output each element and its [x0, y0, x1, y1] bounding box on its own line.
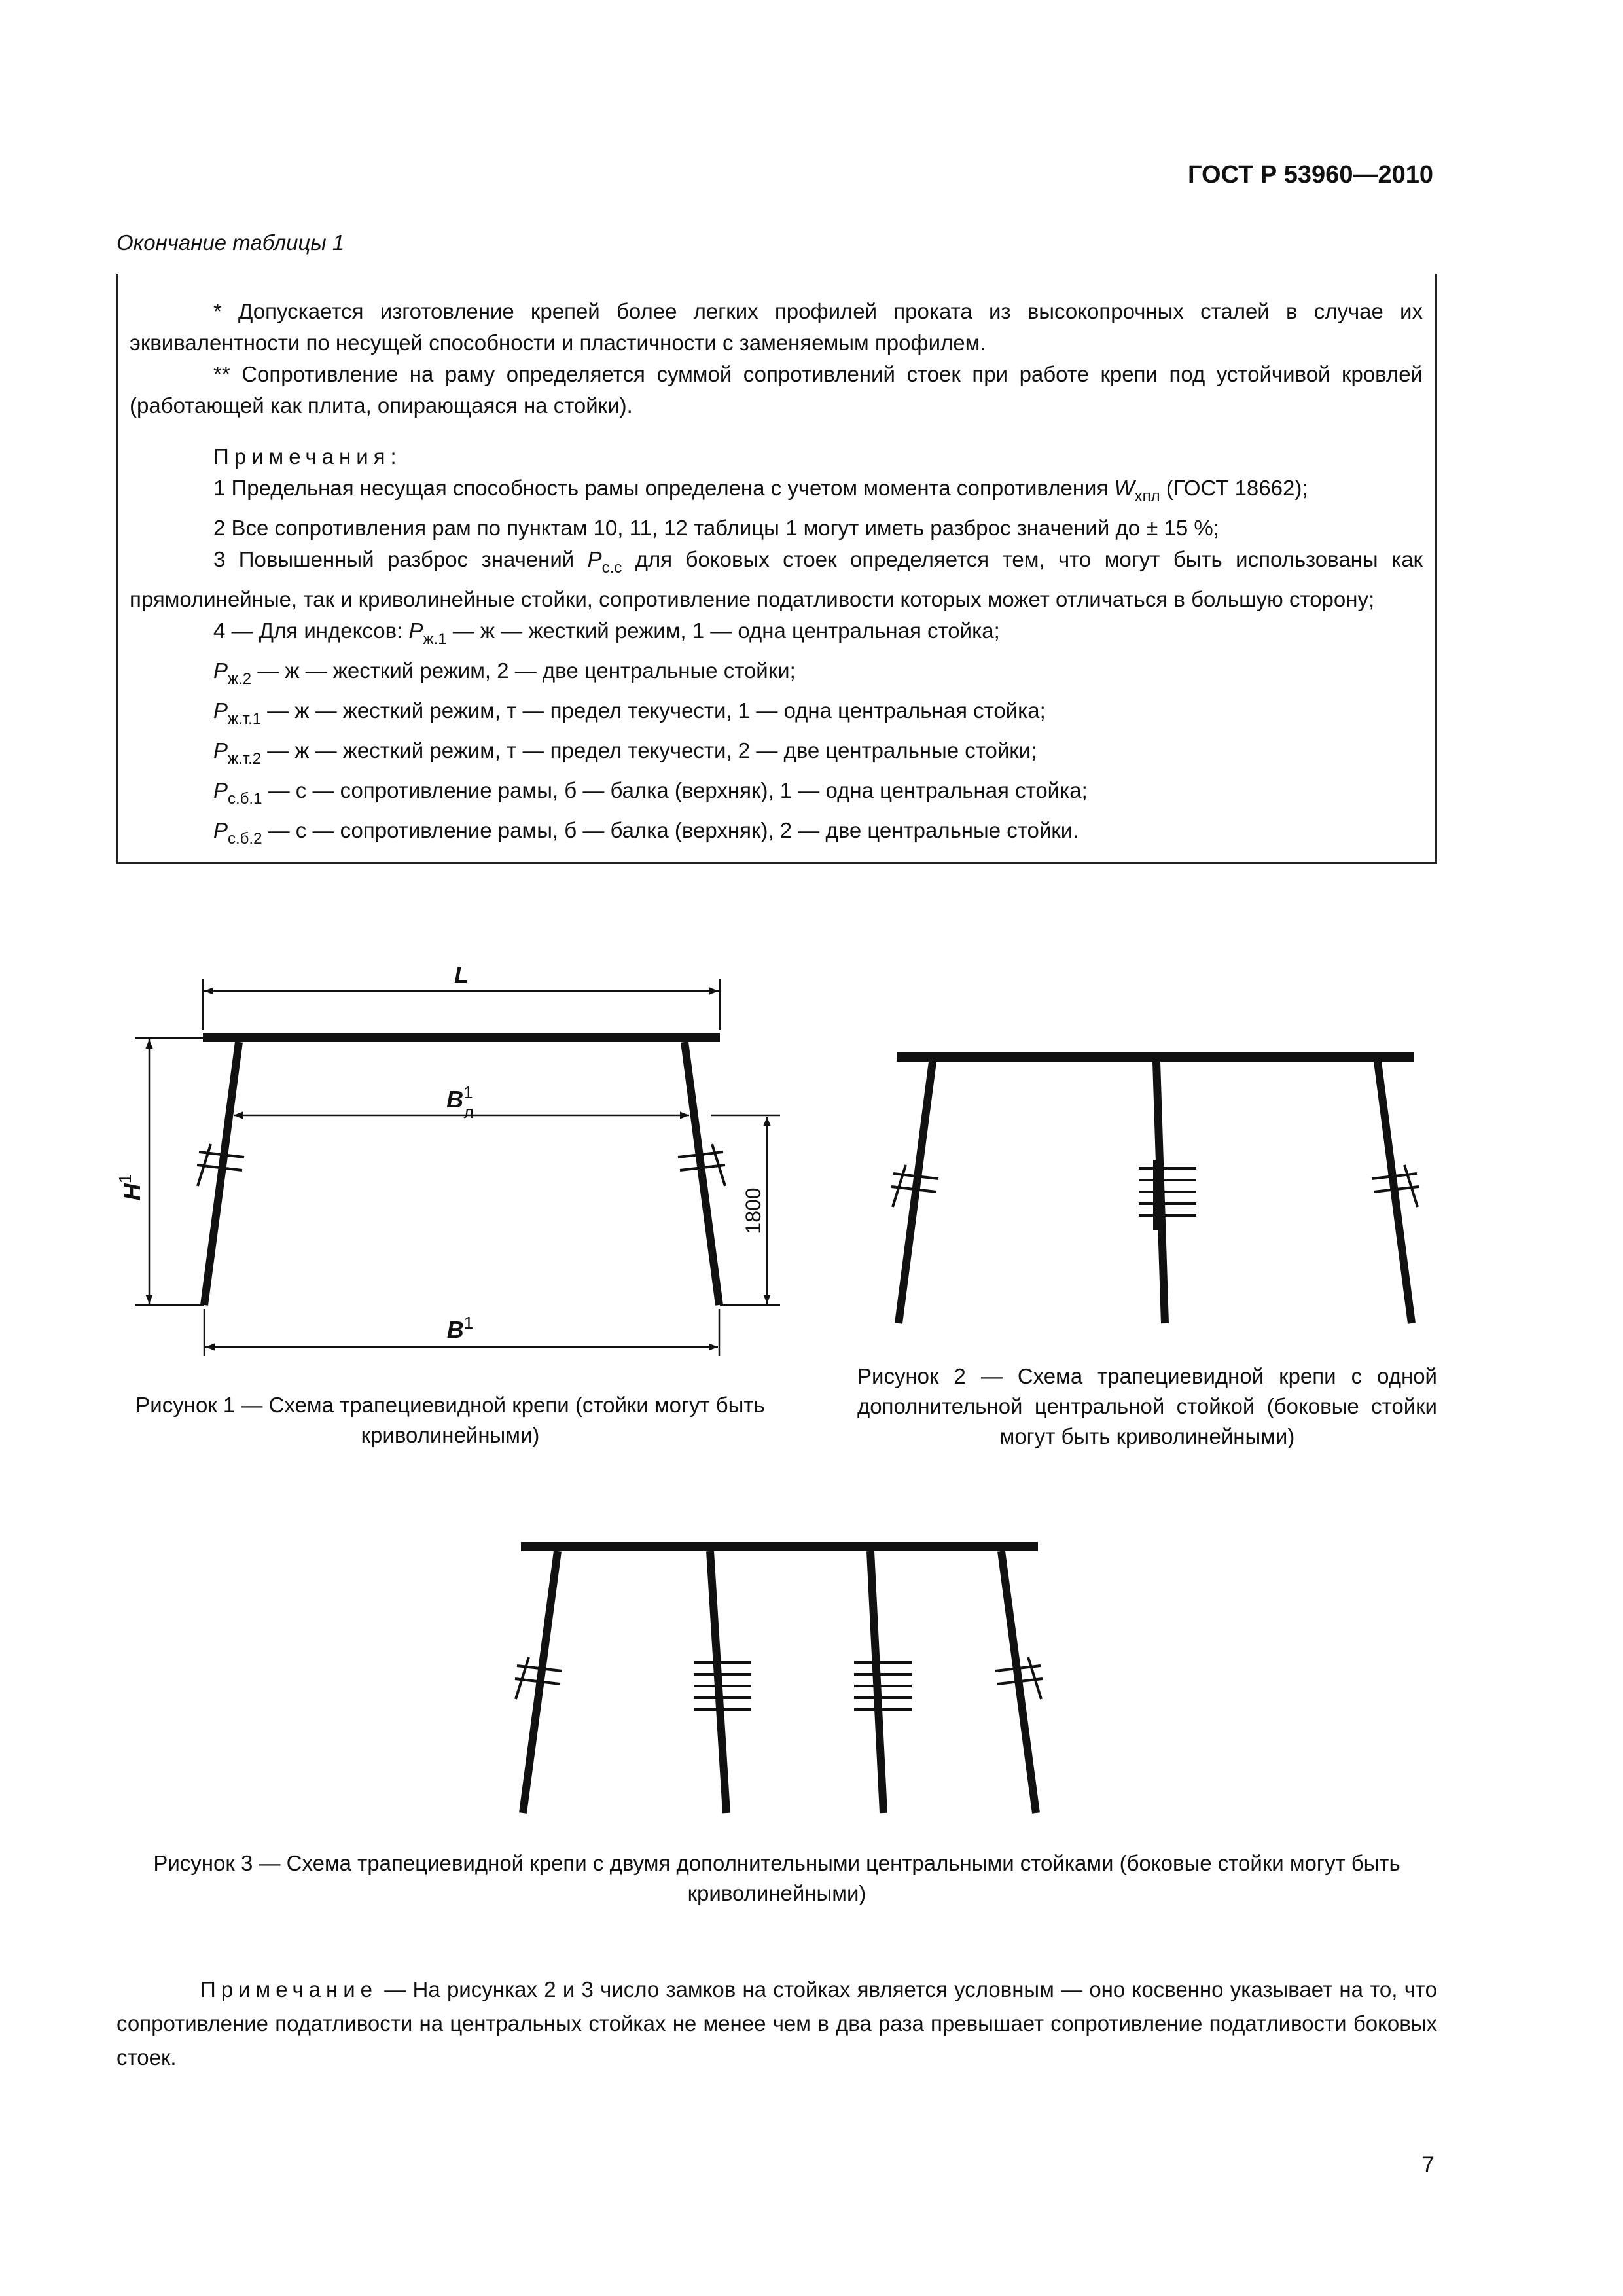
- fig2-beam: [897, 1052, 1414, 1062]
- index-line: $P_{ж.2}$ — ж — жесткий режим, 2 — две центральные стойки;: [213, 658, 796, 688]
- index-line: $P_{ж.т.2}$ — ж — жесткий режим, т — предел текучести, 2 — две центральные стойки;: [213, 738, 1037, 768]
- fig2-center-lock: [1139, 1160, 1196, 1230]
- fig3-center-lock-2: [854, 1655, 912, 1723]
- fig2-right-post: [1378, 1062, 1412, 1323]
- note-3: 3 Повышенный разброс значений $P_{с.с}$ для боковых стоек определяется тем, что могут быть использованы как прямолинейные, так и криволинейные стойки, сопротивление податливости которых может отличаться в большую сторону;: [130, 547, 1423, 611]
- figure-1-drawing: [115, 961, 780, 1356]
- figure-2-caption: Рисунок 2 — Схема трапециевидной крепи с одной дополнительной центральной стойкой (боковые стойки могут быть криволинейными): [857, 1364, 1437, 1448]
- figure-2-drawing: [891, 1052, 1419, 1323]
- note-4: 4 — Для индексов: $P_{ж.1}$ — ж — жесткий режим, 1 — одна центральная стойка;: [213, 619, 1000, 648]
- bottom-note-text: — На рисунках 2 и 3 число замков на стойках является условным — оно косвенно указывает на то, что сопротивление податливости на центральных стойках не менее чем в два раза превышает сопротивление податливости боковых стоек.: [116, 1977, 1437, 2070]
- footnote-1: * Допускается изготовление крепей более легких профилей проката из высокопрочных сталей в случае их эквивалентности по несущей способности и пластичности с заменяемым профилем.: [130, 299, 1423, 355]
- bottom-note: [116, 1973, 1437, 2075]
- table-continuation-caption: Окончание таблицы 1: [116, 230, 345, 255]
- fig3-beam: [521, 1542, 1038, 1551]
- fig1-label-H: $H^1$: [115, 1174, 145, 1201]
- figure-1-caption: Рисунок 1 — Схема трапециевидной крепи (стойки могут быть криволинейными): [135, 1393, 765, 1447]
- note-2: 2 Все сопротивления рам по пунктам 10, 11, 12 таблицы 1 могут иметь разброс значений до ± 15 %;: [213, 516, 1219, 540]
- fig1-left-post: [204, 1042, 239, 1305]
- fig1-right-post: [685, 1042, 719, 1305]
- page-number: 7: [1421, 2152, 1435, 2178]
- figure-3-caption: Рисунок 3 — Схема трапециевидной крепи с двумя дополнительными центральными стойками (боковые стойки могут быть криволинейными): [153, 1851, 1400, 1905]
- fig2-left-post: [899, 1062, 933, 1323]
- fig1-label-BL: $B^1$ л: [446, 1083, 474, 1122]
- fig1-label-1800: 1800: [741, 1187, 765, 1234]
- figure-3-drawing: [515, 1542, 1043, 1813]
- fig1-label-L: L: [454, 961, 469, 988]
- fig1-beam: [203, 1033, 720, 1042]
- note-1: 1 Предельная несущая способность рамы определена с учетом момента сопротивления $W_{хпл}$ (ГОСТ 18662);: [213, 476, 1308, 505]
- footnote-2: ** Сопротивление на раму определяется суммой сопротивлений стоек при работе крепи под устойчивой кровлей (работающей как плита, опирающаяся на стойки).: [130, 362, 1423, 418]
- document-code: ГОСТ Р 53960—2010: [1188, 161, 1433, 188]
- notes-title: Примечания:: [213, 444, 402, 469]
- index-line: $P_{ж.т.1}$ — ж — жесткий режим, т — предел текучести, 1 — одна центральная стойка;: [213, 698, 1046, 728]
- bottom-note-title: Примечание: [200, 1977, 378, 2001]
- fig1-label-B: $B^1$: [446, 1313, 474, 1343]
- index-line: $P_{с.б.2}$ — с — сопротивление рамы, б — балка (верхняк), 2 — две центральные стойки.: [213, 818, 1079, 848]
- index-line: $P_{с.б.1}$ — с — сопротивление рамы, б — балка (верхняк), 1 — одна центральная стойка;: [213, 778, 1088, 808]
